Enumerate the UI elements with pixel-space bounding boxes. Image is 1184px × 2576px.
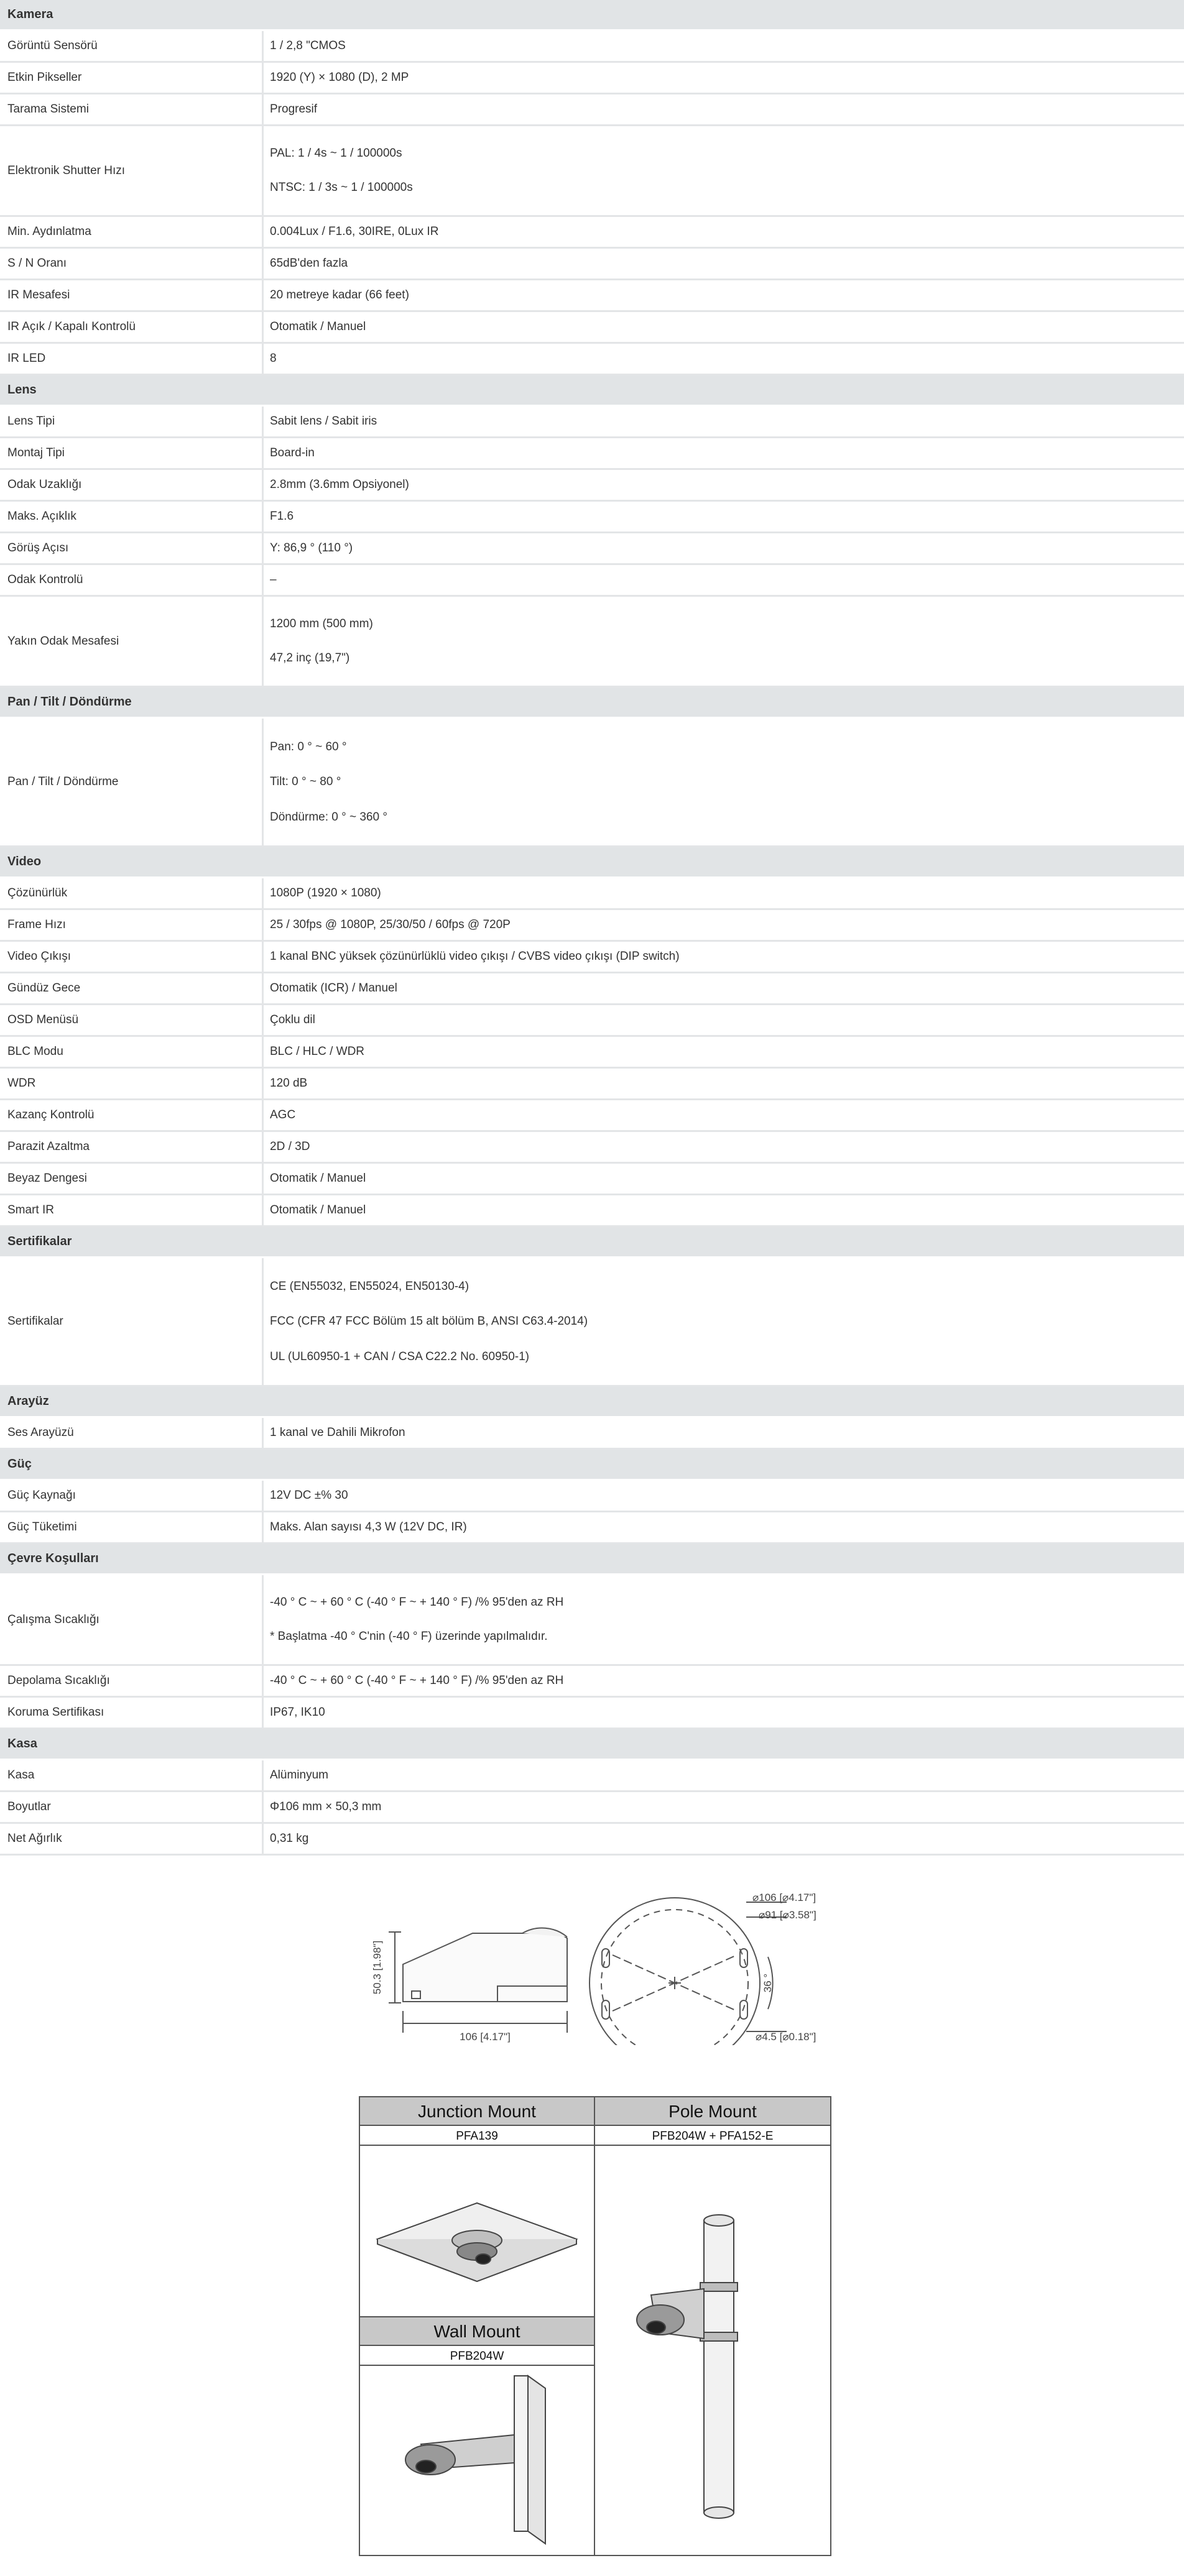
spec-value bbox=[264, 1512, 1184, 1542]
spec-key: Çözünürlük bbox=[0, 878, 264, 908]
spec-value-line: – bbox=[270, 573, 277, 586]
spec-row bbox=[0, 1666, 1184, 1698]
spec-value-line: Otomatik (ICR) / Manuel bbox=[270, 982, 397, 995]
spec-value-line: Otomatik / Manuel bbox=[270, 1203, 366, 1217]
spec-key: Net Ağırlık bbox=[0, 1824, 264, 1854]
section-header: Video bbox=[0, 847, 1184, 878]
spec-value bbox=[264, 533, 1184, 563]
junction-mount-code: PFA139 bbox=[456, 2130, 498, 2143]
spec-value-line: 1080P (1920 × 1080) bbox=[270, 886, 381, 899]
spec-key: Beyaz Dengesi bbox=[0, 1164, 264, 1194]
spec-value bbox=[264, 1481, 1184, 1511]
outer-diameter-label: ⌀106 [⌀4.17"] bbox=[752, 1892, 816, 1903]
spec-value bbox=[264, 910, 1184, 940]
section-header: Çevre Koşulları bbox=[0, 1544, 1184, 1575]
spec-value-line: 0.004Lux / F1.6, 30IRE, 0Lux IR bbox=[270, 225, 439, 238]
spec-value-line: IP67, IK10 bbox=[270, 1706, 325, 1719]
spec-value-line: Maks. Alan sayısı 4,3 W (12V DC, IR) bbox=[270, 1520, 467, 1534]
spec-row bbox=[0, 1164, 1184, 1195]
spec-value bbox=[264, 1760, 1184, 1790]
wall-mount-illustration bbox=[405, 2376, 545, 2544]
spec-value-line: 1200 mm (500 mm) bbox=[270, 617, 373, 630]
spec-row bbox=[0, 910, 1184, 942]
spec-row bbox=[0, 126, 1184, 217]
wall-mount-code: PFB204W bbox=[450, 2350, 504, 2363]
spec-value-line: Φ106 mm × 50,3 mm bbox=[270, 1800, 382, 1813]
side-view bbox=[389, 1928, 567, 2033]
spec-value bbox=[264, 1418, 1184, 1448]
spec-value-line: 8 bbox=[270, 352, 277, 365]
spec-value-line: Otomatik / Manuel bbox=[270, 1172, 366, 1185]
spec-row bbox=[0, 1418, 1184, 1450]
spec-value bbox=[264, 502, 1184, 531]
spec-row bbox=[0, 31, 1184, 63]
spec-value-line: Çoklu dil bbox=[270, 1013, 315, 1026]
spec-key: Parazit Azaltma bbox=[0, 1132, 264, 1162]
spec-key: Kazanç Kontrolü bbox=[0, 1100, 264, 1130]
section-header: Arayüz bbox=[0, 1387, 1184, 1418]
spec-value bbox=[264, 1195, 1184, 1225]
spec-key: Sertifikalar bbox=[0, 1258, 264, 1385]
spec-row bbox=[0, 533, 1184, 565]
spec-value-line: Progresif bbox=[270, 103, 318, 116]
spec-value-line: Otomatik / Manuel bbox=[270, 320, 366, 333]
spec-key: Maks. Açıklık bbox=[0, 502, 264, 531]
spec-row bbox=[0, 1760, 1184, 1792]
spec-value-line: 12V DC ±% 30 bbox=[270, 1489, 348, 1502]
spec-value-line: 47,2 inç (19,7") bbox=[270, 651, 350, 665]
spec-key: Etkin Pikseller bbox=[0, 63, 264, 93]
spec-row bbox=[0, 597, 1184, 688]
spec-key: Yakın Odak Mesafesi bbox=[0, 597, 264, 686]
spec-row bbox=[0, 280, 1184, 312]
spec-row bbox=[0, 1575, 1184, 1666]
width-label: 106 [4.17"] bbox=[460, 2031, 511, 2043]
spec-value-line: 65dB'den fazla bbox=[270, 257, 348, 270]
spec-row bbox=[0, 1069, 1184, 1100]
spec-key: Görüş Açısı bbox=[0, 533, 264, 563]
spec-value-line: 25 / 30fps @ 1080P, 25/30/50 / 60fps @ 720P bbox=[270, 918, 511, 931]
spec-value bbox=[264, 249, 1184, 278]
spec-value bbox=[264, 1666, 1184, 1696]
spec-value-line: 0,31 kg bbox=[270, 1832, 309, 1845]
spec-key: Smart IR bbox=[0, 1195, 264, 1225]
spec-key: Güç Tüketimi bbox=[0, 1512, 264, 1542]
spec-key: Montaj Tipi bbox=[0, 438, 264, 468]
spec-row bbox=[0, 217, 1184, 249]
spec-value bbox=[264, 1258, 1184, 1385]
spec-key: BLC Modu bbox=[0, 1037, 264, 1067]
spec-value-line: UL (UL60950-1 + CAN / CSA C22.2 No. 60950-1) bbox=[270, 1350, 529, 1363]
spec-value-line: 1 kanal BNC yüksek çözünürlüklü video çıkışı / CVBS video çıkışı (DIP switch) bbox=[270, 950, 680, 963]
spec-row bbox=[0, 1100, 1184, 1132]
spec-value bbox=[264, 94, 1184, 124]
spec-key: Koruma Sertifikası bbox=[0, 1698, 264, 1727]
spec-key: Ses Arayüzü bbox=[0, 1418, 264, 1448]
spec-value-line: AGC bbox=[270, 1108, 296, 1121]
spec-value bbox=[264, 1037, 1184, 1067]
spec-value-line: Sabit lens / Sabit iris bbox=[270, 415, 377, 428]
spec-row bbox=[0, 470, 1184, 502]
spec-value bbox=[264, 1005, 1184, 1035]
junction-mount-illustration bbox=[377, 2203, 576, 2281]
spec-row bbox=[0, 312, 1184, 344]
spec-row bbox=[0, 438, 1184, 470]
spec-value bbox=[264, 344, 1184, 374]
spec-key: Güç Kaynağı bbox=[0, 1481, 264, 1511]
spec-key: Görüntü Sensörü bbox=[0, 31, 264, 61]
section-header: Güç bbox=[0, 1450, 1184, 1481]
spec-value bbox=[264, 31, 1184, 61]
spec-value bbox=[264, 878, 1184, 908]
spec-value bbox=[264, 1824, 1184, 1854]
spec-row bbox=[0, 973, 1184, 1005]
spec-key: IR Açık / Kapalı Kontrolü bbox=[0, 312, 264, 342]
spec-key: Odak Uzaklığı bbox=[0, 470, 264, 500]
spec-value bbox=[264, 126, 1184, 215]
spec-key: WDR bbox=[0, 1069, 264, 1098]
spec-row bbox=[0, 1824, 1184, 1856]
mount-accessories bbox=[359, 2096, 831, 2556]
spec-row bbox=[0, 1481, 1184, 1512]
spec-row bbox=[0, 878, 1184, 910]
spec-value bbox=[264, 565, 1184, 595]
section-header: Sertifikalar bbox=[0, 1227, 1184, 1258]
spec-row bbox=[0, 1005, 1184, 1037]
spec-key: Gündüz Gece bbox=[0, 973, 264, 1003]
spec-key: Video Çıkışı bbox=[0, 942, 264, 972]
top-view bbox=[590, 1898, 787, 2045]
spec-key: IR LED bbox=[0, 344, 264, 374]
height-label: 50.3 [1.98"] bbox=[371, 1940, 383, 1995]
spec-value-line: Alüminyum bbox=[270, 1769, 328, 1782]
spec-value-line: 1 kanal ve Dahili Mikrofon bbox=[270, 1426, 405, 1439]
spec-value-line: Board-in bbox=[270, 446, 315, 459]
spec-value-line: -40 ° C ~ + 60 ° C (-40 ° F ~ + 140 ° F) /% 95'den az RH bbox=[270, 1674, 564, 1687]
spec-value-line: Tilt: 0 ° ~ 80 ° bbox=[270, 775, 341, 788]
spec-value bbox=[264, 1575, 1184, 1664]
spec-value bbox=[264, 1792, 1184, 1822]
spec-key: Elektronik Shutter Hızı bbox=[0, 126, 264, 215]
section-header: Lens bbox=[0, 375, 1184, 407]
spec-value-line: Pan: 0 ° ~ 60 ° bbox=[270, 740, 347, 753]
pole-mount-code: PFB204W + PFA152-E bbox=[652, 2130, 774, 2143]
spec-value-line: Döndürme: 0 ° ~ 360 ° bbox=[270, 810, 387, 824]
spec-value-line: 2D / 3D bbox=[270, 1140, 310, 1153]
spec-value bbox=[264, 1100, 1184, 1130]
spec-key: Depolama Sıcaklığı bbox=[0, 1666, 264, 1696]
spec-row bbox=[0, 249, 1184, 280]
wall-mount-title: Wall Mount bbox=[433, 2322, 520, 2341]
spec-value-line: NTSC: 1 / 3s ~ 1 / 100000s bbox=[270, 181, 413, 194]
spec-key: Frame Hızı bbox=[0, 910, 264, 940]
spec-value bbox=[264, 719, 1184, 845]
spec-value bbox=[264, 312, 1184, 342]
spec-value bbox=[264, 280, 1184, 310]
spec-value bbox=[264, 942, 1184, 972]
spec-row bbox=[0, 63, 1184, 94]
spec-value-line: 120 dB bbox=[270, 1077, 308, 1090]
spec-value bbox=[264, 1069, 1184, 1098]
spec-value-line: 20 metreye kadar (66 feet) bbox=[270, 288, 409, 301]
spec-value-line: 1920 (Y) × 1080 (D), 2 MP bbox=[270, 71, 409, 84]
spec-value bbox=[264, 407, 1184, 436]
dimension-drawing bbox=[0, 1890, 1184, 2045]
spec-value-line: FCC (CFR 47 FCC Bölüm 15 alt bölüm B, ANSI C63.4-2014) bbox=[270, 1315, 588, 1328]
spec-row bbox=[0, 719, 1184, 847]
spec-key: Lens Tipi bbox=[0, 407, 264, 436]
spec-row bbox=[0, 1132, 1184, 1164]
spec-row bbox=[0, 1258, 1184, 1387]
spec-value-line: -40 ° C ~ + 60 ° C (-40 ° F ~ + 140 ° F) /% 95'den az RH bbox=[270, 1596, 564, 1609]
spec-value-line: * Başlatma -40 ° C'nin (-40 ° F) üzerinde yapılmalıdır. bbox=[270, 1630, 548, 1643]
spec-key: Odak Kontrolü bbox=[0, 565, 264, 595]
spec-value bbox=[264, 217, 1184, 247]
spec-value-line: F1.6 bbox=[270, 510, 294, 523]
spec-value-line: 1 / 2,8 "CMOS bbox=[270, 39, 346, 52]
spec-row bbox=[0, 1792, 1184, 1824]
spec-row bbox=[0, 94, 1184, 126]
spec-key: Kasa bbox=[0, 1760, 264, 1790]
pole-mount-title: Pole Mount bbox=[668, 2102, 757, 2121]
spec-key: Pan / Tilt / Döndürme bbox=[0, 719, 264, 845]
spec-row bbox=[0, 942, 1184, 973]
spec-row bbox=[0, 1037, 1184, 1069]
pole-mount-illustration bbox=[637, 2215, 738, 2518]
spec-value-line: Y: 86,9 ° (110 °) bbox=[270, 541, 353, 554]
spec-value bbox=[264, 1698, 1184, 1727]
section-header: Pan / Tilt / Döndürme bbox=[0, 688, 1184, 719]
spec-value-line: 2.8mm (3.6mm Opsiyonel) bbox=[270, 478, 409, 491]
spec-key: IR Mesafesi bbox=[0, 280, 264, 310]
spec-value bbox=[264, 973, 1184, 1003]
section-header: Kamera bbox=[0, 0, 1184, 31]
spec-value-line: CE (EN55032, EN55024, EN50130-4) bbox=[270, 1279, 469, 1293]
hole-label: ⌀4.5 [⌀0.18"] bbox=[756, 2031, 816, 2043]
spec-value bbox=[264, 597, 1184, 686]
spec-key: Min. Aydınlatma bbox=[0, 217, 264, 247]
spec-value bbox=[264, 470, 1184, 500]
spec-value bbox=[264, 63, 1184, 93]
spec-value bbox=[264, 1164, 1184, 1194]
spec-value-line: BLC / HLC / WDR bbox=[270, 1045, 365, 1058]
spec-value-line: PAL: 1 / 4s ~ 1 / 100000s bbox=[270, 147, 402, 160]
spec-key: OSD Menüsü bbox=[0, 1005, 264, 1035]
spec-value bbox=[264, 1132, 1184, 1162]
spec-value bbox=[264, 438, 1184, 468]
spec-row bbox=[0, 344, 1184, 375]
spec-row bbox=[0, 1512, 1184, 1544]
spec-row bbox=[0, 1698, 1184, 1729]
spec-key: Boyutlar bbox=[0, 1792, 264, 1822]
spec-row bbox=[0, 1195, 1184, 1227]
spec-key: Çalışma Sıcaklığı bbox=[0, 1575, 264, 1664]
spec-row bbox=[0, 502, 1184, 533]
junction-mount-title: Junction Mount bbox=[418, 2102, 536, 2121]
angle-label: 36 ° bbox=[762, 1973, 774, 1993]
spec-row bbox=[0, 407, 1184, 438]
section-header: Kasa bbox=[0, 1729, 1184, 1760]
inner-diameter-label: ⌀91 [⌀3.58"] bbox=[759, 1909, 816, 1921]
spec-key: S / N Oranı bbox=[0, 249, 264, 278]
spec-row bbox=[0, 565, 1184, 597]
spec-key: Tarama Sistemi bbox=[0, 94, 264, 124]
